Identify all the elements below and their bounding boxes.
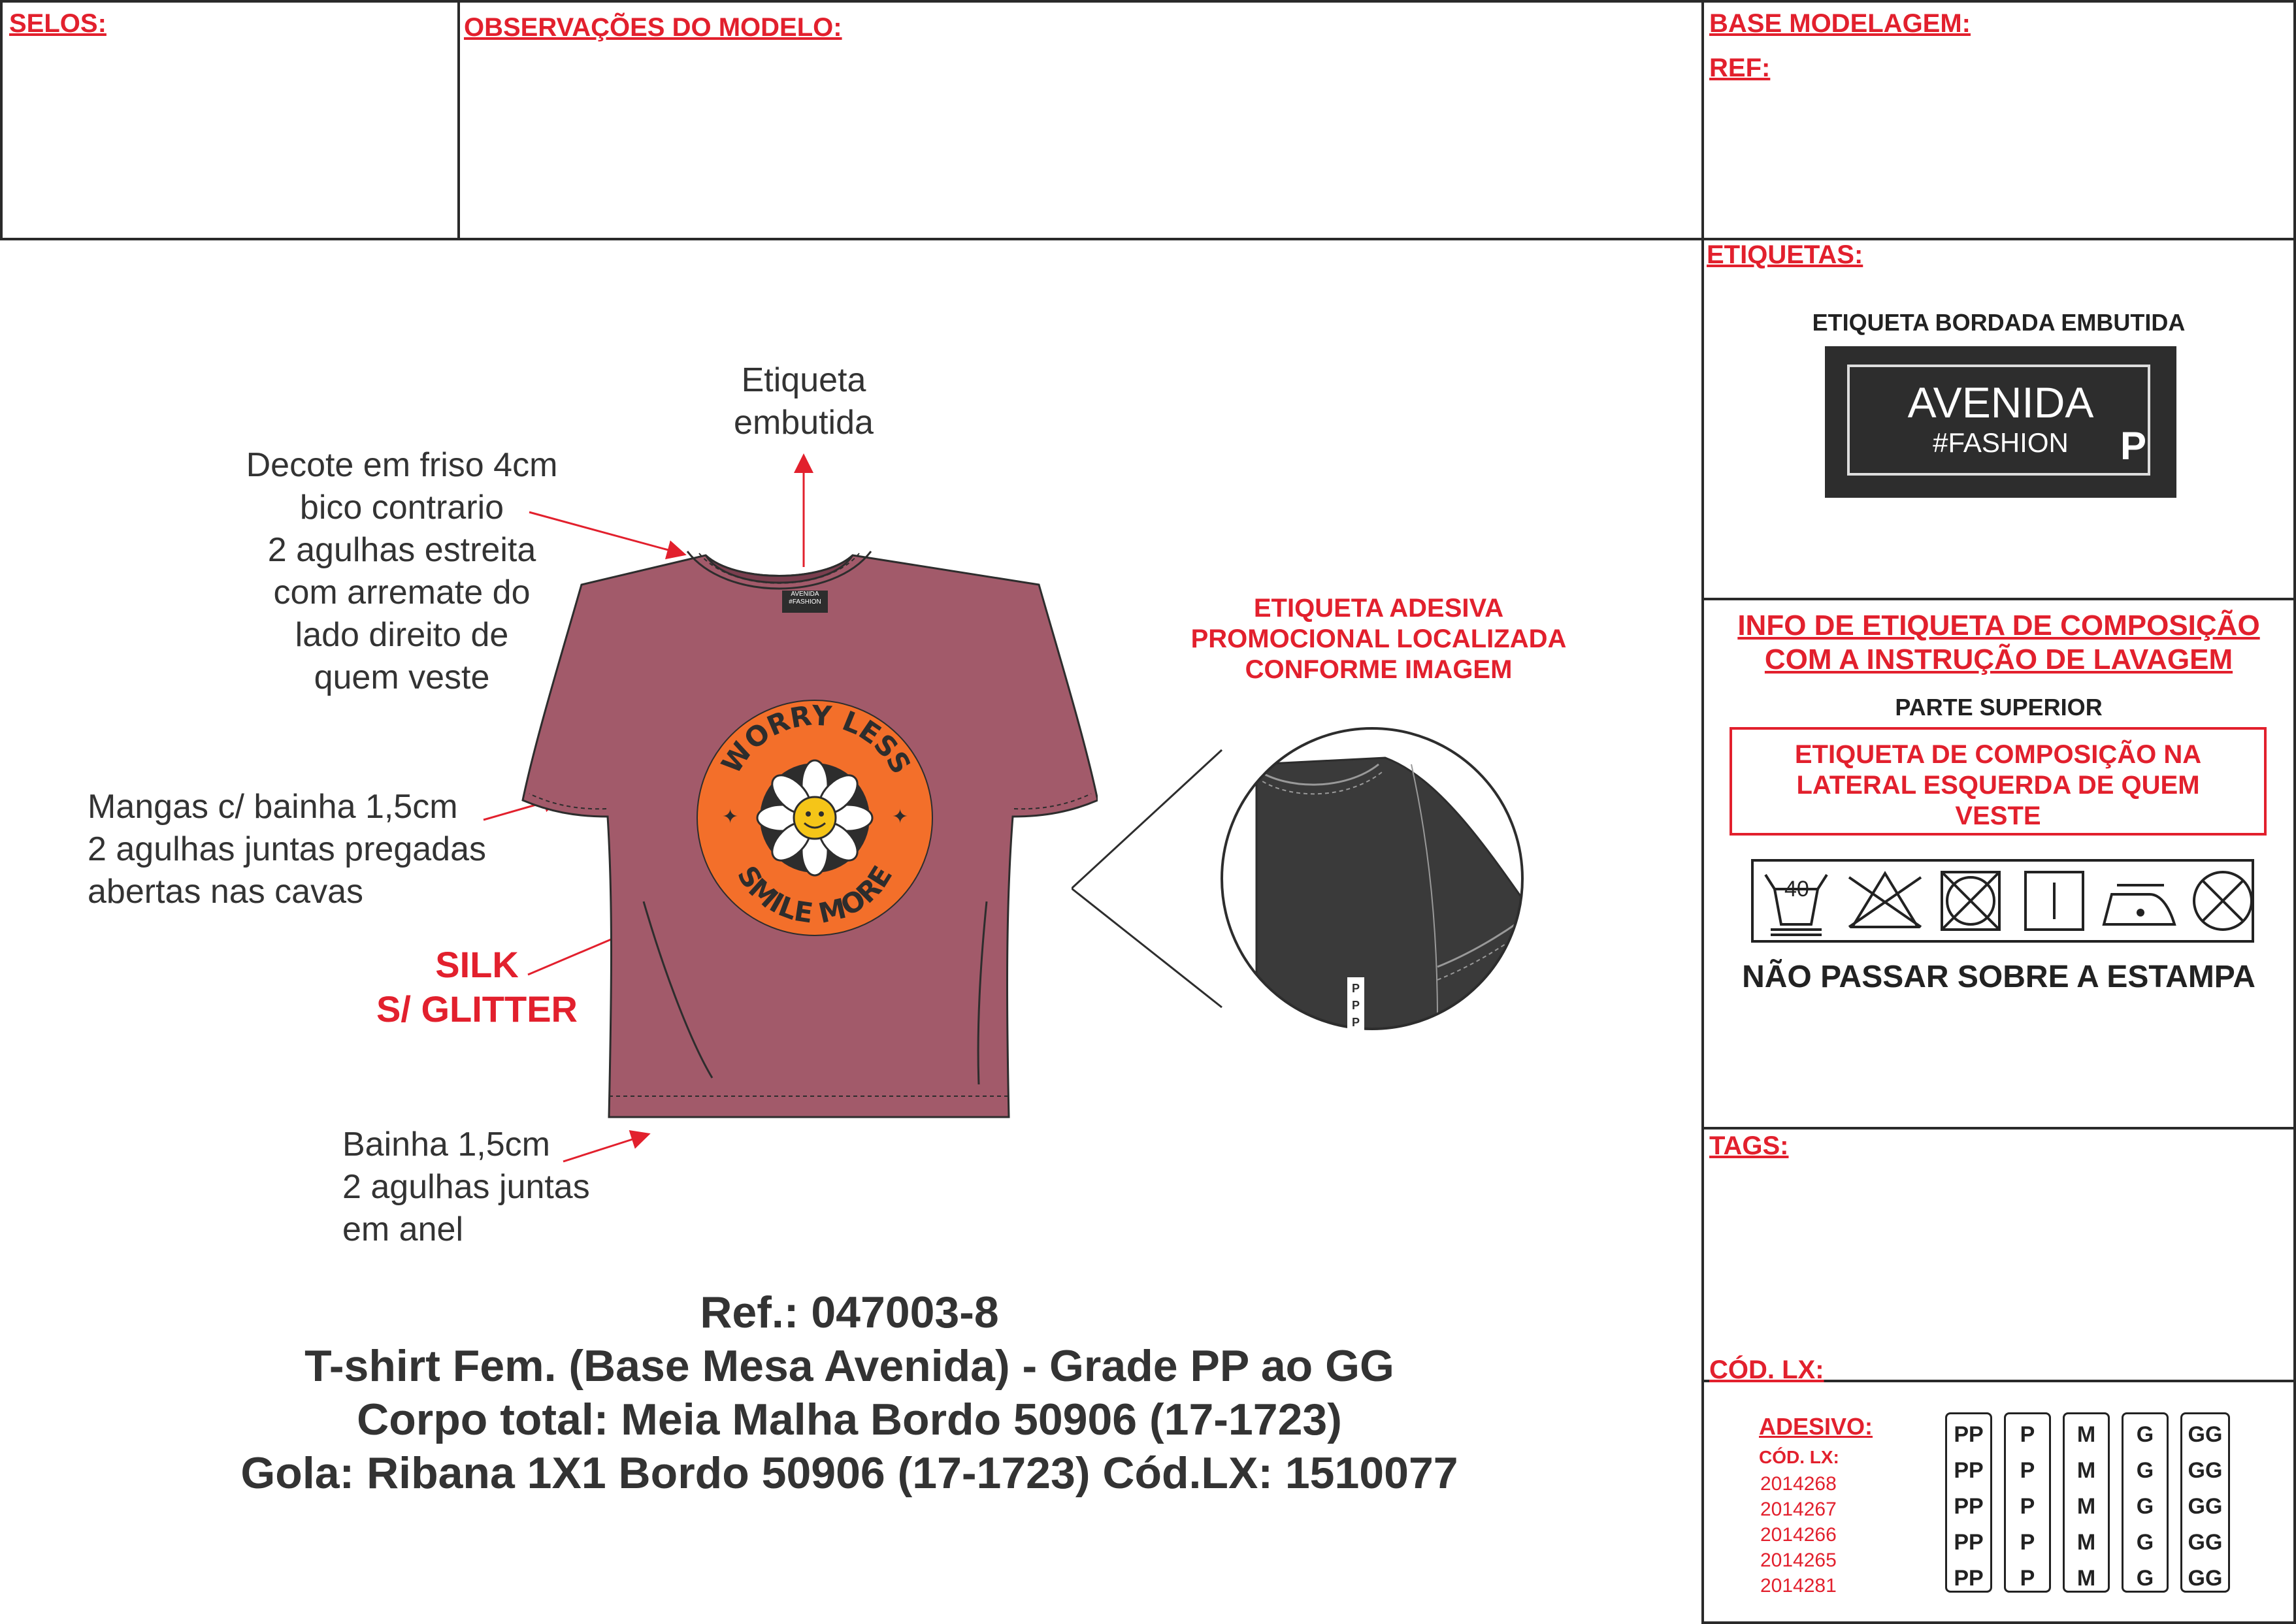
divider-line <box>1701 598 2296 600</box>
size-column: M M M M M <box>2063 1412 2110 1593</box>
composicao-heading: INFO DE ETIQUETA DE COMPOSIÇÃO COM A INSTRUÇÃO DE LAVAGEM <box>1737 609 2260 675</box>
etiqueta-caption: ETIQUETA BORDADA EMBUTIDA <box>1812 309 2186 336</box>
print-text <box>696 699 934 937</box>
svg-text:WORRY LESS <box>715 699 917 779</box>
wash-temp: 40 <box>1784 877 1809 901</box>
size-column: G G G G G <box>2122 1412 2169 1593</box>
decote-note: Decote em friso 4cm bico contrario 2 agulhas estreita com arremate do lado direito de quem veste <box>246 446 558 696</box>
product-line1: T-shirt Fem. (Base Mesa Avenida) - Grade PP ao GG <box>304 1341 1394 1391</box>
adesivo-label: ADESIVO: <box>1759 1413 1873 1440</box>
svg-text:SMILE MORE <box>731 860 898 930</box>
observacoes-heading: OBSERVAÇÕES DO MODELO: <box>464 13 842 42</box>
product-line3: Gola: Ribana 1X1 Bordo 50906 (17-1723) Cód.LX: 1510077 <box>240 1448 1458 1498</box>
etiqueta-note: Etiqueta embutida <box>734 361 874 442</box>
label-size: P <box>2120 424 2147 468</box>
size-column: P P P P P <box>2004 1412 2051 1593</box>
care-symbols <box>1751 859 2254 943</box>
cod-lx-sublabel: CÓD. LX: <box>1759 1447 1839 1467</box>
ref-heading: REF: <box>1709 54 1771 82</box>
size-column: GG GG GG GG GG <box>2180 1412 2230 1593</box>
adesiva-note: ETIQUETA ADESIVA PROMOCIONAL LOCALIZADA CONFORME IMAGEM <box>1190 594 1567 684</box>
silk-note: SILK S/ GLITTER <box>376 944 578 1030</box>
tags-heading: TAGS: <box>1709 1131 1789 1160</box>
nao-passar-warning: NÃO PASSAR SOBRE A ESTAMPA <box>1742 960 2255 994</box>
side-label-text: P P P <box>1351 982 1360 1029</box>
svg-text:✦: ✦ <box>722 806 739 828</box>
cod-lx-heading: CÓD. LX: <box>1709 1356 1824 1384</box>
product-description <box>0 1286 1699 1500</box>
mangas-note: Mangas c/ bainha 1,5cm 2 agulhas juntas pregadas abertas nas cavas <box>88 788 487 911</box>
print-bottom-text: SMILE MORE <box>730 860 899 930</box>
divider-line <box>1701 1127 2296 1129</box>
cod-lx-codes: 2014268 2014267 2014266 2014265 2014281 <box>1760 1473 1837 1597</box>
parte-superior: PARTE SUPERIOR <box>1895 694 2103 721</box>
size-column: PP PP PP PP PP <box>1945 1412 1992 1593</box>
composicao-box: ETIQUETA DE COMPOSIÇÃO NA LATERAL ESQUERDA DE QUEM VESTE <box>1730 727 2267 836</box>
selos-heading: SELOS: <box>9 9 107 38</box>
etiquetas-heading: ETIQUETAS: <box>1707 240 1863 269</box>
bainha-note: Bainha 1,5cm 2 agulhas juntas em anel <box>342 1126 590 1248</box>
neck-label-mini: AVENIDA #FASHION <box>789 591 821 606</box>
base-modelagem-heading: BASE MODELAGEM: <box>1709 9 1971 38</box>
embroidered-label <box>1825 346 2176 498</box>
zoom-detail <box>1072 692 1594 1058</box>
label-brand: AVENIDA <box>1907 378 2094 427</box>
print-top-text: WORRY LESS <box>715 699 917 779</box>
label-tag: #FASHION <box>1933 427 2069 458</box>
product-line2: Corpo total: Meia Malha Bordo 50906 (17-1723) <box>357 1395 1342 1444</box>
product-ref: Ref.: 047003-8 <box>700 1288 999 1337</box>
svg-text:✦: ✦ <box>892 806 909 828</box>
